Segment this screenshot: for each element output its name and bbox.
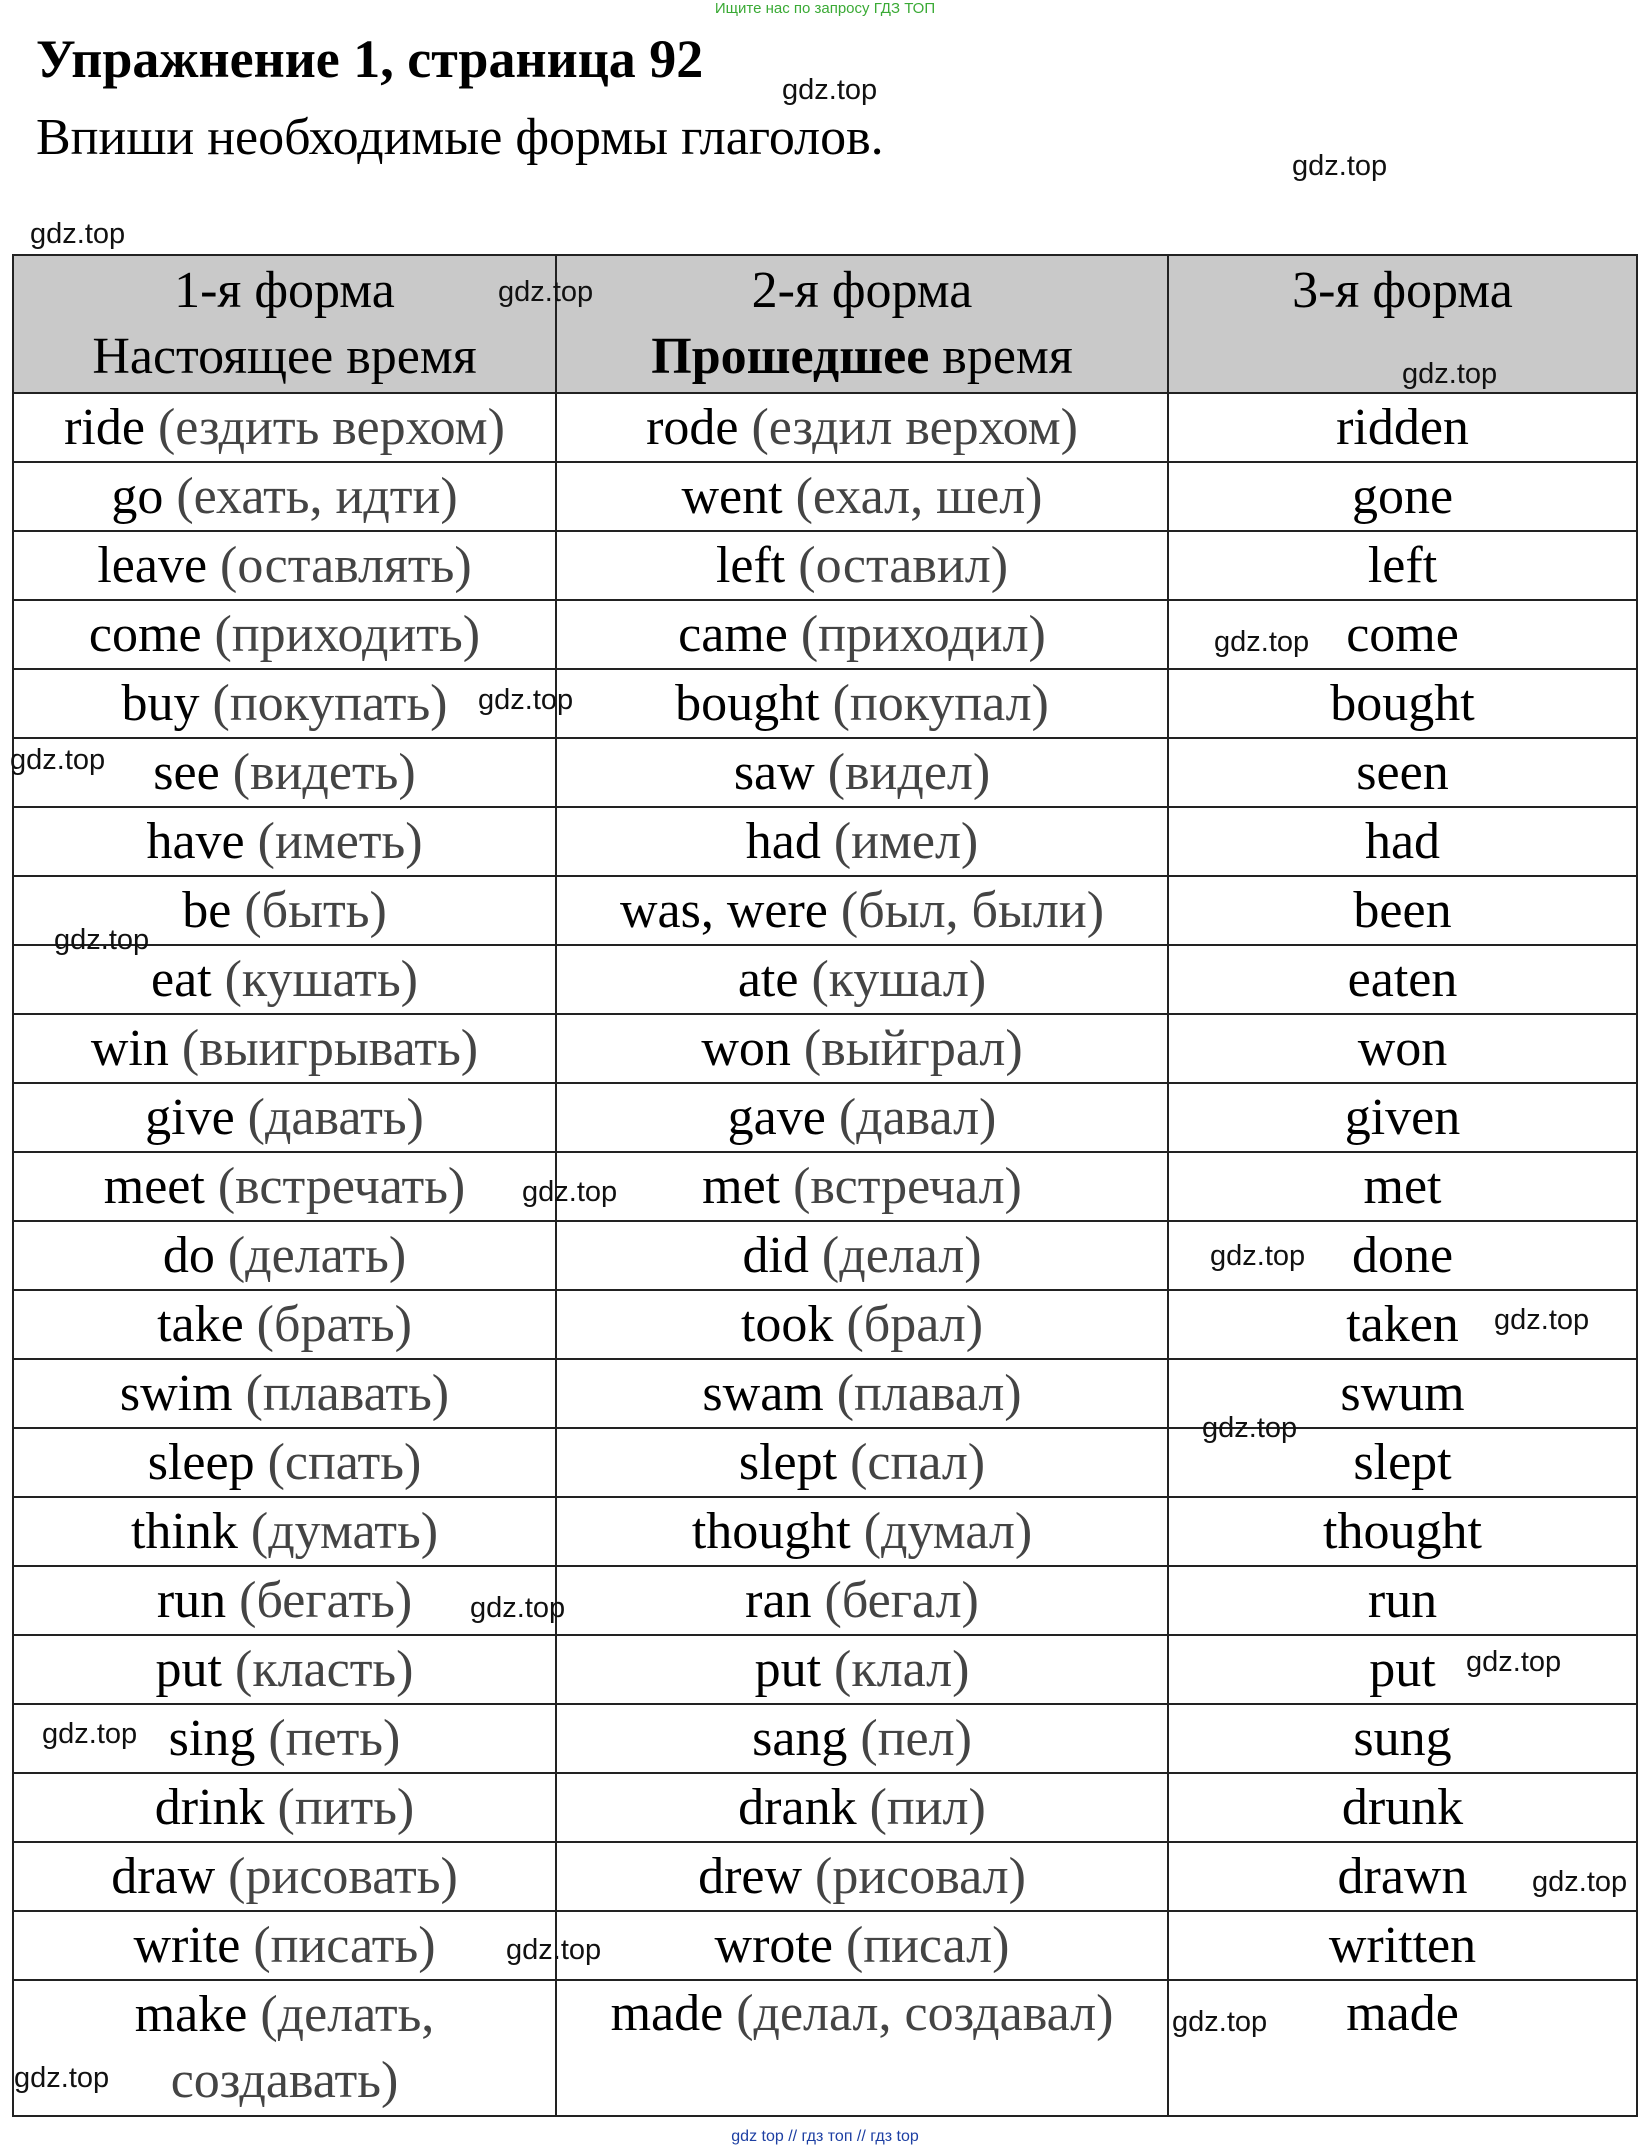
verb-translation: (покупать)	[199, 674, 448, 732]
table-row	[13, 1014, 1637, 1083]
watermark: gdz.top	[1494, 1304, 1590, 1336]
cell-form-2	[556, 462, 1168, 531]
verb-translation: (спать)	[254, 1433, 422, 1491]
verb-translation: (бегал)	[811, 1571, 979, 1629]
verb-past: came	[678, 605, 788, 663]
cell-form-2	[556, 807, 1168, 876]
verb-past: took	[740, 1295, 834, 1353]
verb-base: meet	[103, 1157, 205, 1215]
verb-past: thought	[691, 1502, 851, 1560]
verb-past: met	[702, 1157, 781, 1215]
watermark: gdz.top	[42, 1718, 138, 1750]
verb-translation: (делал)	[808, 1226, 982, 1284]
verb-base: swim	[119, 1364, 233, 1422]
verb-translation: (делал, создавал)	[723, 1985, 1114, 2042]
cell-form-1	[13, 669, 556, 738]
verb-past: left	[715, 536, 786, 594]
exercise-instruction: Впиши необходимые формы глаголов.	[36, 109, 884, 166]
watermark: gdz.top	[1210, 1240, 1306, 1272]
verb-translation: (рисовал)	[802, 1847, 1026, 1905]
verb-translation: создавать)	[170, 2052, 399, 2109]
cell-form-3	[1168, 669, 1637, 738]
table-header-row	[13, 255, 1637, 393]
verb-participle: had	[1364, 812, 1441, 870]
verb-past: ate	[737, 950, 799, 1008]
verb-translation: (выигрывать)	[168, 1019, 479, 1077]
watermark: gdz.top	[14, 2062, 110, 2094]
header-line: 3-я форма	[1292, 262, 1513, 319]
column-header-form-1	[13, 255, 556, 393]
verb-translation: (делать,	[247, 1986, 435, 2043]
verb-translation: (плавать)	[232, 1364, 450, 1422]
verb-translation: (давать)	[234, 1088, 424, 1146]
bottom-banner[interactable]: gdz top // гдз топ // гдз top	[731, 2128, 919, 2145]
verb-past: sang	[752, 1709, 848, 1767]
table-row	[13, 738, 1637, 807]
cell-form-2	[556, 1428, 1168, 1497]
cell-form-3	[1168, 393, 1637, 462]
verb-translation: (встречал)	[780, 1157, 1022, 1215]
watermark: gdz.top	[1214, 626, 1310, 658]
verb-translation: (быть)	[231, 881, 387, 939]
cell-form-2	[556, 1842, 1168, 1911]
cell-form-3	[1168, 876, 1637, 945]
verb-base: ride	[64, 398, 145, 456]
verb-participle: bought	[1330, 674, 1475, 732]
verb-translation: (оставлять)	[207, 536, 472, 594]
verb-base: be	[182, 881, 232, 939]
verb-past: rode	[646, 398, 739, 456]
verb-base: eat	[151, 950, 212, 1008]
watermark: gdz.top	[782, 74, 878, 106]
cell-form-2	[556, 531, 1168, 600]
watermark: gdz.top	[1402, 358, 1498, 390]
verb-participle: sung	[1353, 1709, 1452, 1767]
verb-translation: (приходил)	[787, 605, 1046, 663]
cell-form-2	[556, 1083, 1168, 1152]
verb-participle: given	[1344, 1088, 1461, 1146]
cell-form-2	[556, 1014, 1168, 1083]
verb-participle: eaten	[1347, 950, 1458, 1008]
verb-translation: (кушал)	[798, 950, 987, 1008]
verb-base: have	[146, 812, 245, 870]
header-line: 2-я форма	[751, 262, 973, 319]
verb-participle: been	[1353, 881, 1452, 939]
table-row	[13, 876, 1637, 945]
cell-form-2	[556, 1911, 1168, 1980]
page-title: Упражнение 1, страница 92	[36, 29, 704, 89]
verb-translation: (пел)	[847, 1709, 972, 1767]
verb-past: won	[701, 1019, 791, 1077]
verb-translation: (ездил верхом)	[738, 398, 1078, 456]
verb-base: take	[157, 1295, 244, 1353]
table-row	[13, 462, 1637, 531]
verb-participle: come	[1346, 605, 1459, 663]
table-row	[13, 807, 1637, 876]
cell-form-2	[556, 1497, 1168, 1566]
table-row	[13, 1704, 1637, 1773]
cell-form-3	[1168, 1083, 1637, 1152]
cell-form-1	[13, 600, 556, 669]
table-row	[13, 1773, 1637, 1842]
header-word: время	[929, 328, 1073, 385]
watermark: gdz.top	[54, 924, 150, 956]
cell-form-3	[1168, 1980, 1637, 2116]
verb-translation: (иметь)	[244, 812, 423, 870]
verb-translation: (видеть)	[219, 743, 416, 801]
table-row	[13, 1980, 1637, 2116]
verb-participle: slept	[1353, 1433, 1452, 1491]
verb-translation: (ездить верхом)	[144, 398, 505, 456]
cell-form-3	[1168, 1635, 1637, 1704]
verb-base: make	[134, 1986, 248, 2043]
header-line: 1-я форма	[174, 262, 395, 319]
cell-form-2	[556, 1359, 1168, 1428]
verb-past: did	[742, 1226, 809, 1284]
verb-base: write	[133, 1916, 241, 1974]
verb-translation: (класть)	[222, 1640, 414, 1698]
cell-form-1	[13, 1083, 556, 1152]
verb-translation: (имел)	[820, 812, 979, 870]
column-header-form-2	[556, 255, 1168, 393]
header-bold-word: Прошедшее	[651, 328, 930, 385]
verb-translation: (кушать)	[211, 950, 418, 1008]
verb-past: went	[681, 467, 783, 525]
watermark: gdz.top	[1466, 1646, 1562, 1678]
verb-participle: drawn	[1337, 1847, 1468, 1905]
verb-base: run	[156, 1571, 227, 1629]
table-row	[13, 1635, 1637, 1704]
cell-form-2	[556, 1773, 1168, 1842]
table-row	[13, 1083, 1637, 1152]
cell-form-3	[1168, 738, 1637, 807]
header-line	[557, 324, 1167, 390]
table-row	[13, 1152, 1637, 1221]
cell-form-3	[1168, 945, 1637, 1014]
verb-translation: (покупал)	[819, 674, 1049, 732]
verb-participle: written	[1328, 1916, 1477, 1974]
table-row	[13, 1566, 1637, 1635]
table-row	[13, 945, 1637, 1014]
cell-form-1	[13, 1497, 556, 1566]
cell-form-2	[556, 945, 1168, 1014]
verb-base: give	[145, 1088, 235, 1146]
table-row	[13, 1911, 1637, 1980]
cell-form-1	[13, 1911, 556, 1980]
verb-translation: (давал)	[825, 1088, 997, 1146]
verb-translation: (писать)	[240, 1916, 436, 1974]
cell-form-3	[1168, 1152, 1637, 1221]
cell-form-2	[556, 1152, 1168, 1221]
verb-past: slept	[738, 1433, 838, 1491]
verb-past: put	[754, 1640, 822, 1698]
verb-past: had	[745, 812, 821, 870]
verb-translation: (оставил)	[785, 536, 1009, 594]
cell-form-1	[13, 531, 556, 600]
verb-base: do	[162, 1226, 215, 1284]
verb-participle: thought	[1323, 1502, 1482, 1560]
cell-form-1	[13, 1635, 556, 1704]
verb-participle: taken	[1346, 1295, 1459, 1353]
verb-base: come	[88, 605, 202, 663]
verb-translation: (ехал, шел)	[782, 467, 1043, 525]
table-row	[13, 1497, 1637, 1566]
cell-form-1	[13, 1221, 556, 1290]
verb-past: bought	[675, 674, 820, 732]
cell-form-3	[1168, 1773, 1637, 1842]
cell-form-3	[1168, 1704, 1637, 1773]
cell-form-1	[13, 462, 556, 531]
verb-base: go	[111, 467, 164, 525]
cell-form-2	[556, 669, 1168, 738]
header-line: Настоящее время	[92, 328, 477, 385]
cell-form-1	[13, 1359, 556, 1428]
cell-form-2	[556, 393, 1168, 462]
table-row	[13, 1221, 1637, 1290]
verb-participle: made	[1346, 1985, 1459, 2042]
table-row	[13, 669, 1637, 738]
table-row	[13, 1290, 1637, 1359]
verb-translation: (пить)	[264, 1778, 415, 1836]
verb-translation: (плавал)	[823, 1364, 1022, 1422]
watermark: gdz.top	[478, 684, 574, 716]
verb-translation: (клал)	[821, 1640, 970, 1698]
verb-translation: (писал)	[832, 1916, 1010, 1974]
verb-participle: won	[1357, 1019, 1448, 1077]
verb-translation: (видел)	[814, 743, 991, 801]
verb-translation: (делать)	[214, 1226, 407, 1284]
cell-form-3	[1168, 531, 1637, 600]
cell-form-1	[13, 1014, 556, 1083]
verb-base: buy	[121, 674, 200, 732]
cell-form-1	[13, 1842, 556, 1911]
table-row	[13, 393, 1637, 462]
verb-participle: put	[1369, 1640, 1436, 1698]
cell-form-3	[1168, 1014, 1637, 1083]
table-row	[13, 600, 1637, 669]
verb-participle: done	[1351, 1226, 1454, 1284]
watermark: gdz.top	[1172, 2006, 1268, 2038]
verb-past: ran	[745, 1571, 812, 1629]
verb-base: think	[130, 1502, 238, 1560]
verb-participle: left	[1367, 536, 1438, 594]
verb-translation: (пил)	[856, 1778, 986, 1836]
verb-translation: (выйграл)	[790, 1019, 1023, 1077]
verb-participle: ridden	[1336, 398, 1469, 456]
verb-forms-table	[12, 254, 1638, 2117]
verb-past: swam	[702, 1364, 824, 1422]
verb-translation: (бегать)	[226, 1571, 413, 1629]
cell-form-2	[556, 1221, 1168, 1290]
cell-form-3	[1168, 1497, 1637, 1566]
table-row	[13, 531, 1637, 600]
watermark: gdz.top	[522, 1176, 618, 1208]
cell-form-3	[1168, 462, 1637, 531]
cell-form-1	[13, 393, 556, 462]
cell-form-1	[13, 1428, 556, 1497]
cell-form-2	[556, 600, 1168, 669]
verb-translation: (думать)	[237, 1502, 439, 1560]
cell-form-1	[13, 1290, 556, 1359]
watermark: gdz.top	[1292, 150, 1388, 182]
verb-translation: (брать)	[243, 1295, 412, 1353]
cell-form-2	[556, 1290, 1168, 1359]
verb-past: was, were	[619, 881, 828, 939]
cell-form-2	[556, 1566, 1168, 1635]
verb-translation: (петь)	[255, 1709, 401, 1767]
cell-form-2	[556, 876, 1168, 945]
verb-translation: (ехать, идти)	[163, 467, 458, 525]
verb-base: put	[155, 1640, 222, 1698]
verb-past: drew	[698, 1847, 803, 1905]
cell-form-2	[556, 1635, 1168, 1704]
cell-form-1	[13, 1980, 556, 2116]
table-row	[13, 1359, 1637, 1428]
table-row	[13, 1428, 1637, 1497]
cell-form-3	[1168, 807, 1637, 876]
verb-participle: seen	[1356, 743, 1449, 801]
watermark: gdz.top	[470, 1592, 566, 1624]
verb-past: made	[610, 1985, 724, 2042]
verb-participle: swum	[1340, 1364, 1465, 1422]
watermark: gdz.top	[10, 744, 106, 776]
verb-base: sing	[168, 1709, 256, 1767]
verb-translation: (рисовать)	[215, 1847, 458, 1905]
verb-participle: drunk	[1341, 1778, 1464, 1836]
verb-base: leave	[97, 536, 208, 594]
cell-form-2	[556, 1704, 1168, 1773]
watermark: gdz.top	[1202, 1412, 1298, 1444]
verb-participle: met	[1363, 1157, 1442, 1215]
verb-base: drink	[154, 1778, 265, 1836]
verb-past: drank	[738, 1778, 857, 1836]
verb-translation: (был, были)	[827, 881, 1105, 939]
cell-form-2	[556, 1980, 1168, 2116]
verb-past: gave	[727, 1088, 826, 1146]
verb-translation: (приходить)	[201, 605, 481, 663]
cell-form-3	[1168, 1911, 1637, 1980]
watermark: gdz.top	[506, 1934, 602, 1966]
watermark: gdz.top	[1532, 1866, 1628, 1898]
verb-translation: (брал)	[833, 1295, 984, 1353]
verb-participle: run	[1367, 1571, 1438, 1629]
cell-form-2	[556, 738, 1168, 807]
verb-base: draw	[111, 1847, 216, 1905]
top-banner[interactable]: Ищите нас по запросу ГДЗ ТОП	[714, 0, 936, 17]
table-row	[13, 1842, 1637, 1911]
watermark: gdz.top	[30, 218, 126, 250]
verb-base: sleep	[147, 1433, 255, 1491]
verb-translation: (встречать)	[204, 1157, 466, 1215]
verb-translation: (спал)	[837, 1433, 986, 1491]
cell-form-1	[13, 807, 556, 876]
cell-form-1	[13, 1773, 556, 1842]
cell-form-3	[1168, 1566, 1637, 1635]
verb-translation: (думал)	[850, 1502, 1033, 1560]
verb-past: wrote	[714, 1916, 833, 1974]
watermark: gdz.top	[498, 276, 594, 308]
verb-base: see	[153, 743, 220, 801]
verb-past: saw	[733, 743, 815, 801]
verb-base: win	[90, 1019, 169, 1077]
cell-form-1	[13, 1152, 556, 1221]
verb-participle: gone	[1351, 467, 1454, 525]
